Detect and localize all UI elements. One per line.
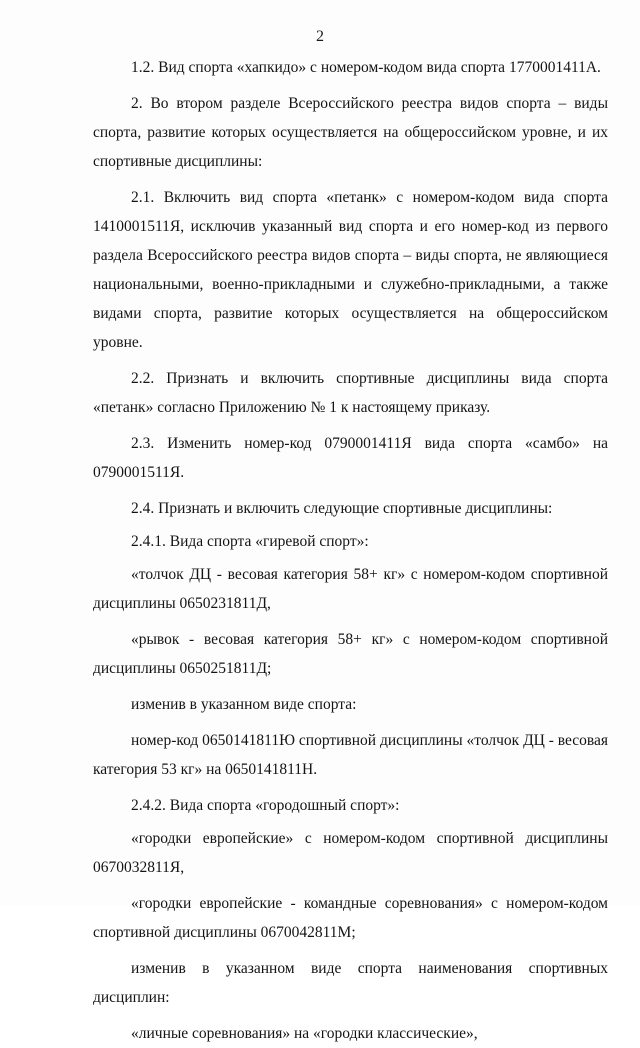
paragraph-name-change: «личные соревнования» на «городки классические», [131,1025,478,1042]
paragraph-amendment-intro: изменив в указанном виде спорта: [131,696,357,713]
paragraph-2-4-1: 2.4.1. Вида спорта «гиревой спорт»: [131,533,369,550]
paragraph-2: 2. Во втором разделе Всероссийского реестра видов спорта – виды спорта, развитие которых осуществляется на общероссийском уровне, и их спортивные дисциплины: [93,95,608,170]
discipline-item: «городки европейские - командные соревнования» с номером-кодом спортивной дисциплины 0670042811М; [93,895,608,941]
paragraph-amendment-intro: изменив в указанном виде спорта наименования спортивных дисциплин: [93,960,608,1006]
discipline-item: «городки европейские» с номером-кодом спортивной дисциплины 0670032811Я, [93,830,608,876]
paragraph-2-3: 2.3. Изменить номер-код 0790001411Я вида спорта «самбо» на 0790001511Я. [93,435,608,481]
paragraph-2-4-2: 2.4.2. Вида спорта «городошный спорт»: [131,797,400,814]
page-number: 2 [316,28,324,45]
paragraph-2-1: 2.1. Включить вид спорта «петанк» с номером-кодом вида спорта 1410001511Я, исключив указанный вид спорта и его номер-код из первого раздела Всероссийского реестра видов спорта – виды спорта, не являющиеся национальными, военно-прикладными и служебно-прикладными, а также видами спорта, развитие которых осуществляется на общероссийском уровне. [93,189,608,351]
paragraph-2-2: 2.2. Признать и включить спортивные дисциплины вида спорта «петанк» согласно Приложению № 1 к настоящему приказу. [93,370,608,416]
discipline-item: «рывок - весовая категория 58+ кг» с номером-кодом спортивной дисциплины 0650251811Д; [93,631,608,677]
paragraph-2-4: 2.4. Признать и включить следующие спортивные дисциплины: [131,500,553,517]
document-body [93,53,608,1048]
paragraph-code-change: номер-код 0650141811Ю спортивной дисциплины «толчок ДЦ - весовая категория 53 кг» на 0650141811Н. [93,732,608,778]
discipline-item: «толчок ДЦ - весовая категория 58+ кг» с номером-кодом спортивной дисциплины 0650231811Д, [93,566,608,612]
paragraph-1-2: 1.2. Вид спорта «хапкидо» с номером-кодом вида спорта 1770001411А. [131,59,601,76]
